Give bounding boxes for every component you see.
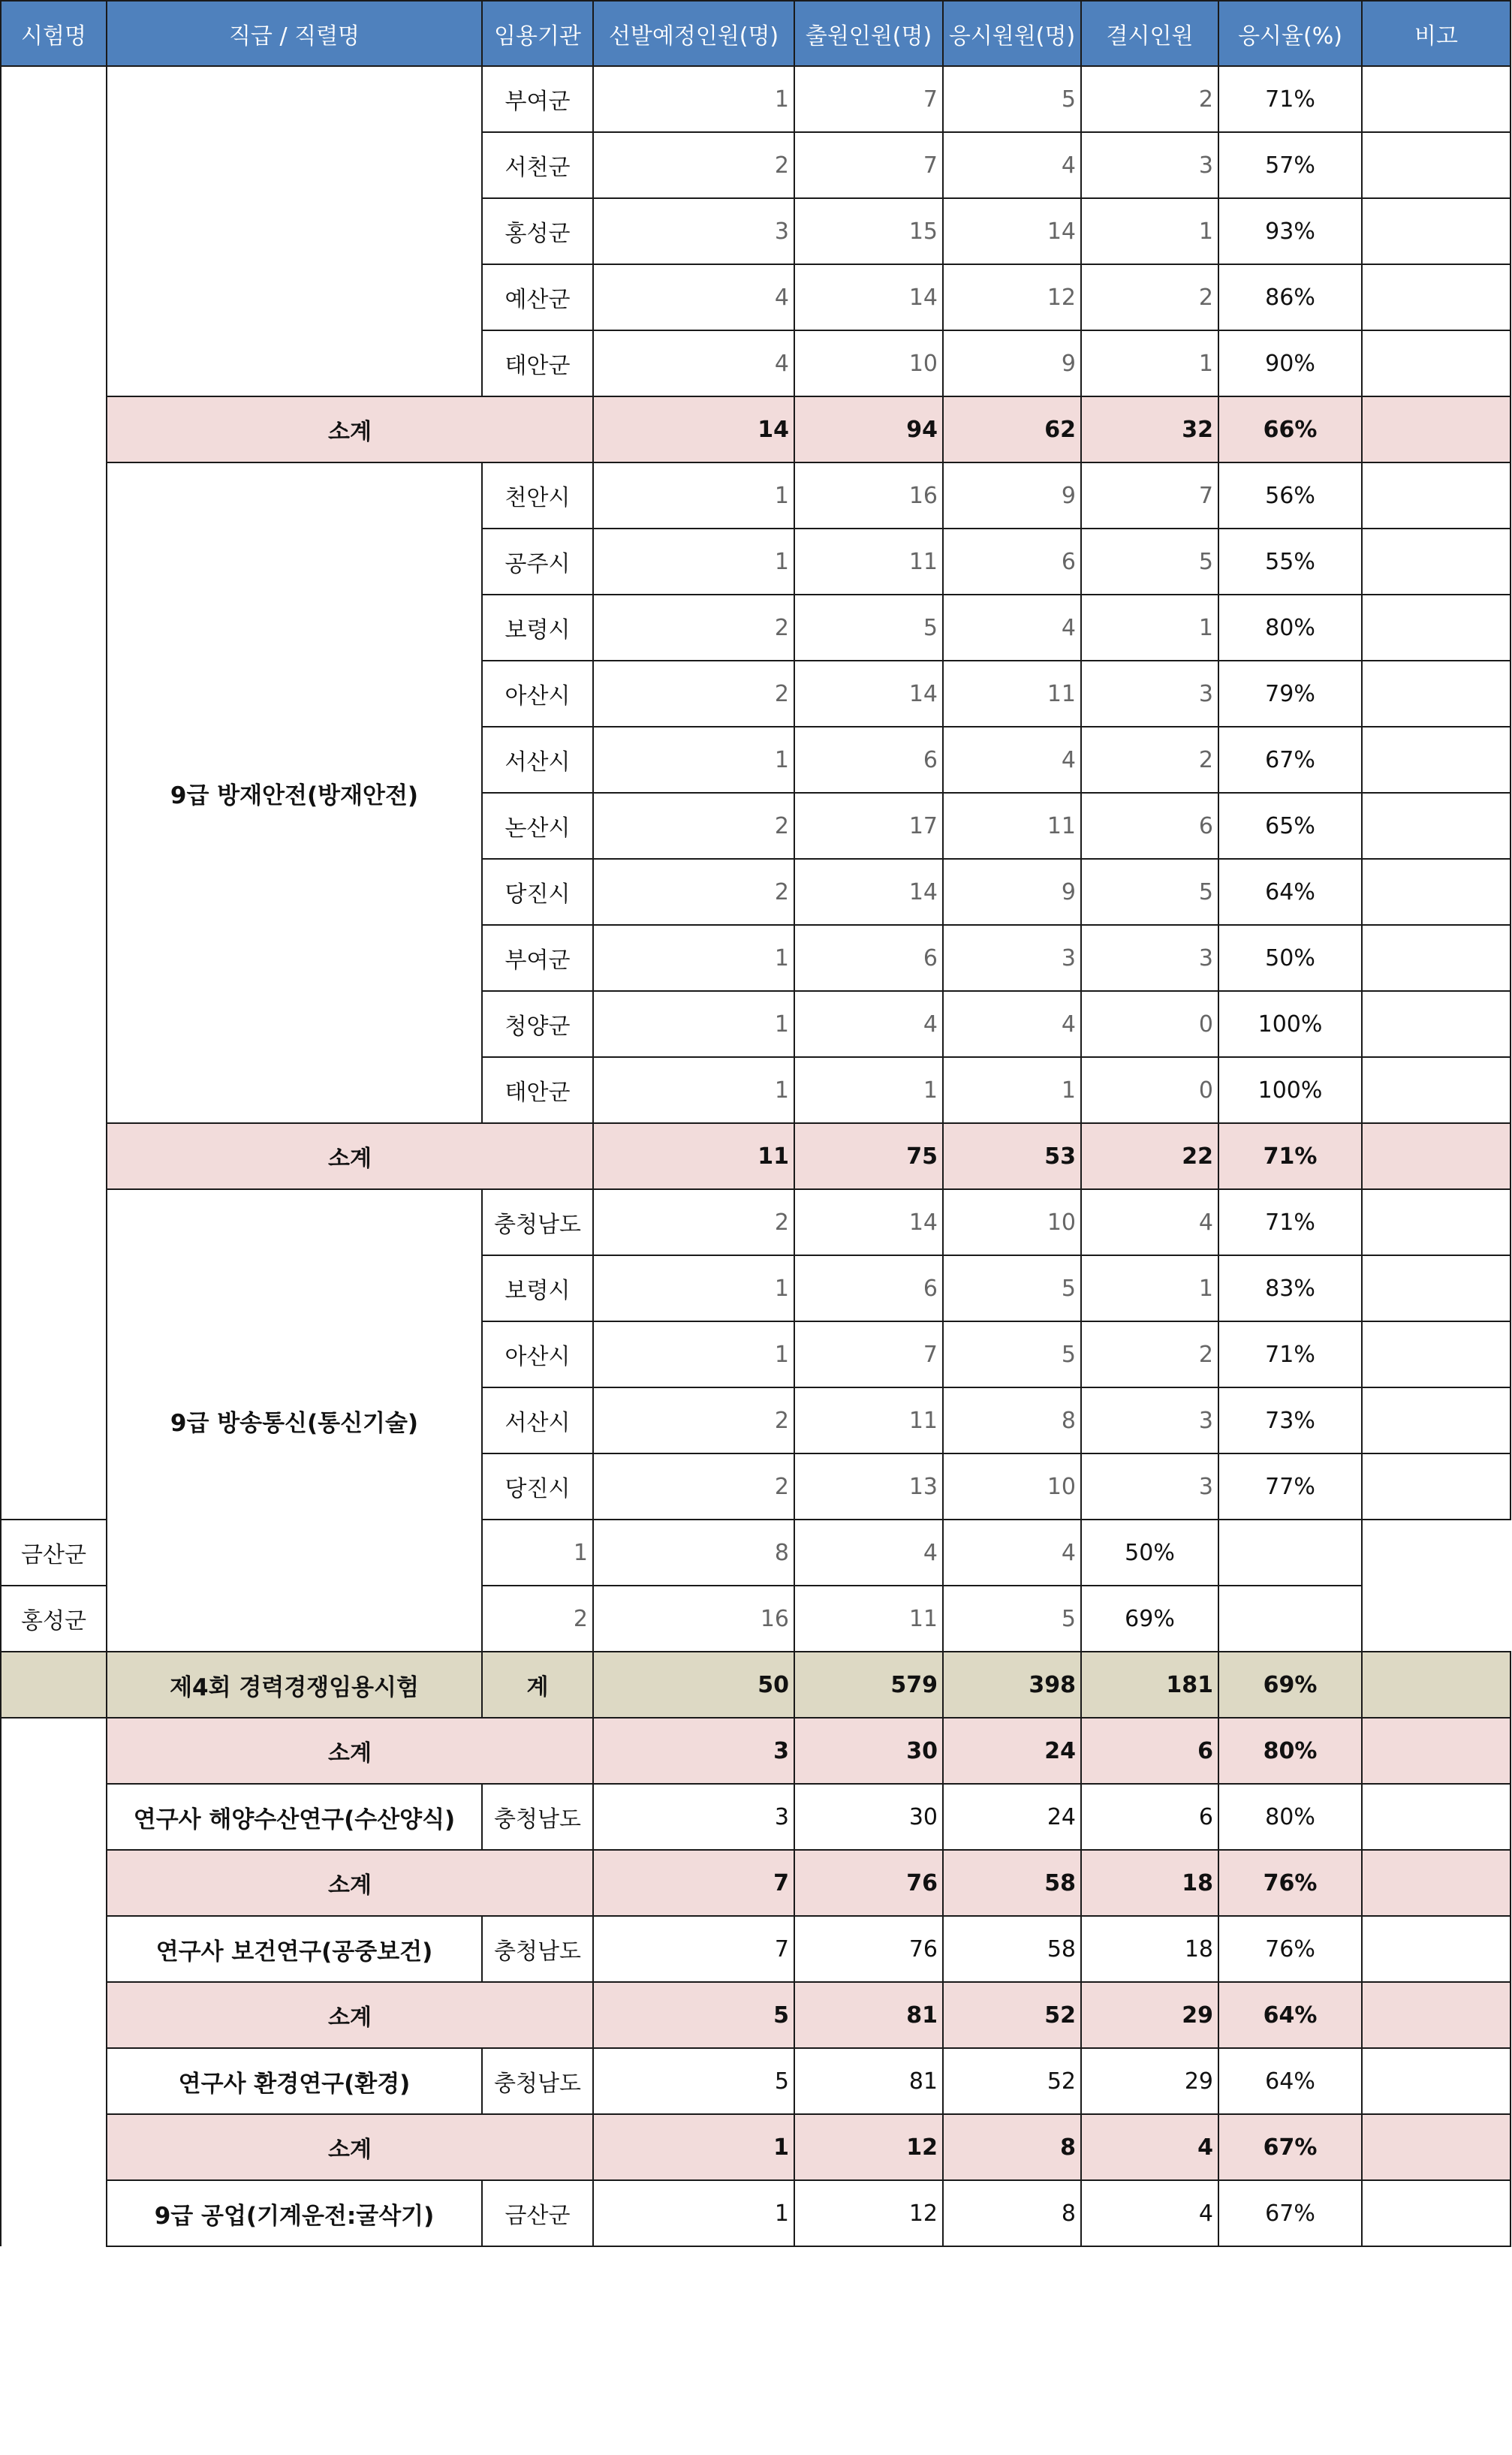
- examinees-cell: 58: [943, 1916, 1081, 1982]
- absentees-cell: 3: [1081, 1453, 1218, 1520]
- rate-cell: 100%: [1218, 1057, 1362, 1123]
- planned-cell: 50: [593, 1652, 794, 1718]
- note-cell: [1362, 1718, 1510, 1784]
- planned-cell: 2: [593, 793, 794, 859]
- note-cell: [1362, 2114, 1510, 2180]
- subtotal-label: 소계: [107, 1123, 593, 1189]
- applicants-cell: 7: [794, 66, 943, 132]
- absentees-cell: 0: [1081, 991, 1218, 1057]
- rate-cell: 76%: [1218, 1916, 1362, 1982]
- table-row: [1, 1916, 1510, 1982]
- examinees-cell: 62: [943, 396, 1081, 462]
- absentees-cell: 7: [1081, 462, 1218, 529]
- planned-cell: 1: [593, 2180, 794, 2246]
- applicants-cell: 1: [794, 1057, 943, 1123]
- rate-cell: 76%: [1218, 1850, 1362, 1916]
- position-cell: [107, 66, 482, 396]
- note-cell: [1362, 1652, 1510, 1718]
- applicants-cell: 76: [794, 1916, 943, 1982]
- rate-cell: 86%: [1218, 264, 1362, 330]
- planned-cell: 4: [593, 264, 794, 330]
- examinees-cell: 12: [943, 264, 1081, 330]
- applicants-cell: 81: [794, 1982, 943, 2048]
- examinees-cell: 52: [943, 2048, 1081, 2114]
- note-cell: [1362, 727, 1510, 793]
- note-cell: [1362, 1255, 1510, 1321]
- rate-cell: 64%: [1218, 2048, 1362, 2114]
- examinees-cell: 9: [943, 330, 1081, 396]
- rate-cell: 73%: [1218, 1387, 1362, 1453]
- note-cell: [1362, 1784, 1510, 1850]
- planned-cell: 2: [593, 1453, 794, 1520]
- agency-cell: 태안군: [482, 1057, 593, 1123]
- rate-cell: 79%: [1218, 661, 1362, 727]
- header-absentees: 결시인원: [1081, 1, 1218, 66]
- rate-cell: 65%: [1218, 793, 1362, 859]
- applicants-cell: 7: [794, 132, 943, 198]
- agency-cell: 논산시: [482, 793, 593, 859]
- note-cell: [1362, 396, 1510, 462]
- note-cell: [1362, 198, 1510, 264]
- examinees-cell: 4: [943, 727, 1081, 793]
- exam-name-cell: [1, 1652, 107, 1718]
- absentees-cell: 2: [1081, 264, 1218, 330]
- note-cell: [1362, 1387, 1510, 1453]
- planned-cell: 2: [593, 595, 794, 661]
- absentees-cell: 5: [943, 1586, 1081, 1652]
- applicants-cell: 6: [794, 925, 943, 991]
- header-exam-name: 시험명: [1, 1, 107, 66]
- agency-cell: 예산군: [482, 264, 593, 330]
- absentees-cell: 0: [1081, 1057, 1218, 1123]
- absentees-cell: 1: [1081, 1255, 1218, 1321]
- agency-cell: 충청남도: [482, 1916, 593, 1982]
- agency-cell: 홍성군: [1, 1586, 107, 1652]
- examinees-cell: 53: [943, 1123, 1081, 1189]
- planned-cell: 3: [593, 1784, 794, 1850]
- agency-cell: 당진시: [482, 859, 593, 925]
- examinees-cell: 4: [794, 1520, 943, 1586]
- planned-cell: 11: [593, 1123, 794, 1189]
- agency-cell: 충청남도: [482, 1189, 593, 1255]
- examinees-cell: 24: [943, 1784, 1081, 1850]
- note-cell: [1362, 595, 1510, 661]
- absentees-cell: 3: [1081, 925, 1218, 991]
- applicants-cell: 14: [794, 661, 943, 727]
- absentees-cell: 4: [1081, 2180, 1218, 2246]
- agency-cell: 서산시: [482, 1387, 593, 1453]
- planned-cell: 5: [593, 2048, 794, 2114]
- examinees-cell: 11: [794, 1586, 943, 1652]
- agency-cell: 금산군: [482, 2180, 593, 2246]
- planned-cell: 1: [482, 1520, 593, 1586]
- agency-cell: 보령시: [482, 595, 593, 661]
- exam-title: 제4회 경력경쟁임용시험: [107, 1652, 482, 1718]
- absentees-cell: 32: [1081, 396, 1218, 462]
- subtotal-row: [1, 1850, 1510, 1916]
- absentees-cell: 3: [1081, 132, 1218, 198]
- examinees-cell: 11: [943, 661, 1081, 727]
- agency-cell: 태안군: [482, 330, 593, 396]
- header-planned: 선발예정인원(명): [593, 1, 794, 66]
- note-cell: [1362, 859, 1510, 925]
- planned-cell: 1: [593, 1057, 794, 1123]
- absentees-cell: 1: [1081, 198, 1218, 264]
- absentees-cell: 6: [1081, 1718, 1218, 1784]
- planned-cell: 1: [593, 1255, 794, 1321]
- absentees-cell: 181: [1081, 1652, 1218, 1718]
- planned-cell: 2: [593, 1189, 794, 1255]
- examinees-cell: 3: [943, 925, 1081, 991]
- header-note: 비고: [1362, 1, 1510, 66]
- note-cell: [1362, 991, 1510, 1057]
- applicants-cell: 579: [794, 1652, 943, 1718]
- absentees-cell: 2: [1081, 66, 1218, 132]
- note-cell: [1362, 1189, 1510, 1255]
- absentees-cell: 4: [1081, 2114, 1218, 2180]
- applicants-cell: 16: [593, 1586, 794, 1652]
- table-row: [1, 1784, 1510, 1850]
- note-cell: [1362, 793, 1510, 859]
- rate-cell: 67%: [1218, 2114, 1362, 2180]
- applicants-cell: 11: [794, 529, 943, 595]
- note-cell: [1218, 1586, 1362, 1652]
- examinees-cell: 8: [943, 1387, 1081, 1453]
- rate-cell: 93%: [1218, 198, 1362, 264]
- examinees-cell: 8: [943, 2114, 1081, 2180]
- absentees-cell: 1: [1081, 595, 1218, 661]
- absentees-cell: 4: [943, 1520, 1081, 1586]
- agency-cell: 공주시: [482, 529, 593, 595]
- applicants-cell: 10: [794, 330, 943, 396]
- agency-cell: 보령시: [482, 1255, 593, 1321]
- applicants-cell: 6: [794, 1255, 943, 1321]
- absentees-cell: 5: [1081, 859, 1218, 925]
- note-cell: [1362, 1916, 1510, 1982]
- planned-cell: 1: [593, 1321, 794, 1387]
- subtotal-label: 소계: [107, 396, 593, 462]
- absentees-cell: 5: [1081, 529, 1218, 595]
- header-position: 직급 / 직렬명: [107, 1, 482, 66]
- note-cell: [1362, 1321, 1510, 1387]
- applicants-cell: 75: [794, 1123, 943, 1189]
- total-label: 계: [482, 1652, 593, 1718]
- table-row: [1, 2180, 1510, 2246]
- table-row: [1, 66, 1510, 132]
- agency-cell: 청양군: [482, 991, 593, 1057]
- agency-cell: 서천군: [482, 132, 593, 198]
- applicants-cell: 17: [794, 793, 943, 859]
- examinees-cell: 10: [943, 1189, 1081, 1255]
- absentees-cell: 6: [1081, 1784, 1218, 1850]
- subtotal-label: 소계: [107, 1850, 593, 1916]
- rate-cell: 64%: [1218, 859, 1362, 925]
- rate-cell: 80%: [1218, 595, 1362, 661]
- rate-cell: 71%: [1218, 1321, 1362, 1387]
- absentees-cell: 22: [1081, 1123, 1218, 1189]
- absentees-cell: 3: [1081, 1387, 1218, 1453]
- examinees-cell: 4: [943, 132, 1081, 198]
- note-cell: [1362, 1982, 1510, 2048]
- note-cell: [1362, 925, 1510, 991]
- subtotal-row: [1, 396, 1510, 462]
- planned-cell: 3: [593, 1718, 794, 1784]
- total-row: [1, 1652, 1510, 1718]
- planned-cell: 1: [593, 462, 794, 529]
- planned-cell: 5: [593, 1982, 794, 2048]
- note-cell: [1362, 661, 1510, 727]
- header-applicants: 출원인원(명): [794, 1, 943, 66]
- examinees-cell: 10: [943, 1453, 1081, 1520]
- absentees-cell: 18: [1081, 1916, 1218, 1982]
- planned-cell: 1: [593, 727, 794, 793]
- applicants-cell: 16: [794, 462, 943, 529]
- absentees-cell: 6: [1081, 793, 1218, 859]
- examinees-cell: 9: [943, 462, 1081, 529]
- subtotal-label: 소계: [107, 1718, 593, 1784]
- applicants-cell: 4: [794, 991, 943, 1057]
- subtotal-row: [1, 2114, 1510, 2180]
- rate-cell: 64%: [1218, 1982, 1362, 2048]
- rate-cell: 66%: [1218, 396, 1362, 462]
- subtotal-row: [1, 1123, 1510, 1189]
- applicants-cell: 15: [794, 198, 943, 264]
- header-agency: 임용기관: [482, 1, 593, 66]
- rate-cell: 83%: [1218, 1255, 1362, 1321]
- absentees-cell: 29: [1081, 1982, 1218, 2048]
- examinees-cell: 8: [943, 2180, 1081, 2246]
- note-cell: [1362, 1057, 1510, 1123]
- subtotal-label: 소계: [107, 2114, 593, 2180]
- examinees-cell: 14: [943, 198, 1081, 264]
- planned-cell: 1: [593, 2114, 794, 2180]
- examinees-cell: 5: [943, 1321, 1081, 1387]
- examinees-cell: 58: [943, 1850, 1081, 1916]
- applicants-cell: 8: [593, 1520, 794, 1586]
- planned-cell: 4: [593, 330, 794, 396]
- planned-cell: 2: [593, 1387, 794, 1453]
- planned-cell: 2: [593, 859, 794, 925]
- agency-cell: 천안시: [482, 462, 593, 529]
- examinees-cell: 4: [943, 595, 1081, 661]
- position-title: 9급 방재안전(방재안전): [107, 462, 482, 1123]
- planned-cell: 1: [593, 925, 794, 991]
- subtotal-row: [1, 1718, 1510, 1784]
- examinees-cell: 4: [943, 991, 1081, 1057]
- position-title: 연구사 보건연구(공중보건): [107, 1916, 482, 1982]
- applicants-cell: 30: [794, 1718, 943, 1784]
- absentees-cell: 2: [1081, 1321, 1218, 1387]
- note-cell: [1362, 330, 1510, 396]
- applicants-cell: 7: [794, 1321, 943, 1387]
- table-row: [1, 2048, 1510, 2114]
- applicants-cell: 6: [794, 727, 943, 793]
- note-cell: [1362, 66, 1510, 132]
- absentees-cell: 2: [1081, 727, 1218, 793]
- absentees-cell: 3: [1081, 661, 1218, 727]
- agency-cell: 부여군: [482, 925, 593, 991]
- examinees-cell: 1: [943, 1057, 1081, 1123]
- examinees-cell: 5: [943, 66, 1081, 132]
- agency-cell: 서산시: [482, 727, 593, 793]
- position-title: 9급 공업(기계운전:굴삭기): [107, 2180, 482, 2246]
- applicants-cell: 14: [794, 1189, 943, 1255]
- rate-cell: 57%: [1218, 132, 1362, 198]
- header-rate: 응시율(%): [1218, 1, 1362, 66]
- applicants-cell: 30: [794, 1784, 943, 1850]
- planned-cell: 14: [593, 396, 794, 462]
- planned-cell: 3: [593, 198, 794, 264]
- planned-cell: 7: [593, 1916, 794, 1982]
- agency-cell: 아산시: [482, 661, 593, 727]
- applicants-cell: 76: [794, 1850, 943, 1916]
- rate-cell: 67%: [1218, 2180, 1362, 2246]
- note-cell: [1362, 1850, 1510, 1916]
- examinees-cell: 11: [943, 793, 1081, 859]
- note-cell: [1362, 1123, 1510, 1189]
- rate-cell: 50%: [1218, 925, 1362, 991]
- header-row: [1, 1, 1510, 66]
- note-cell: [1362, 2048, 1510, 2114]
- absentees-cell: 4: [1081, 1189, 1218, 1255]
- agency-cell: 충청남도: [482, 1784, 593, 1850]
- note-cell: [1362, 529, 1510, 595]
- rate-cell: 55%: [1218, 529, 1362, 595]
- note-cell: [1218, 1520, 1362, 1586]
- agency-cell: 금산군: [1, 1520, 107, 1586]
- absentees-cell: 18: [1081, 1850, 1218, 1916]
- exam-name-cell: [1, 66, 107, 1520]
- rate-cell: 77%: [1218, 1453, 1362, 1520]
- agency-cell: 당진시: [482, 1453, 593, 1520]
- rate-cell: 80%: [1218, 1718, 1362, 1784]
- note-cell: [1362, 462, 1510, 529]
- table-row: [1, 1189, 1510, 1255]
- subtotal-row: [1, 1982, 1510, 2048]
- note-cell: [1362, 1453, 1510, 1520]
- applicants-cell: 12: [794, 2180, 943, 2246]
- applicants-cell: 5: [794, 595, 943, 661]
- examinees-cell: 398: [943, 1652, 1081, 1718]
- planned-cell: 1: [593, 991, 794, 1057]
- applicants-cell: 13: [794, 1453, 943, 1520]
- rate-cell: 56%: [1218, 462, 1362, 529]
- rate-cell: 90%: [1218, 330, 1362, 396]
- rate-cell: 71%: [1218, 66, 1362, 132]
- rate-cell: 71%: [1218, 1123, 1362, 1189]
- examinees-cell: 24: [943, 1718, 1081, 1784]
- examinees-cell: 5: [943, 1255, 1081, 1321]
- rate-cell: 80%: [1218, 1784, 1362, 1850]
- examinees-cell: 9: [943, 859, 1081, 925]
- rate-cell: 69%: [1081, 1586, 1218, 1652]
- agency-cell: 충청남도: [482, 2048, 593, 2114]
- note-cell: [1362, 264, 1510, 330]
- examinees-cell: 52: [943, 1982, 1081, 2048]
- rate-cell: 50%: [1081, 1520, 1218, 1586]
- planned-cell: 1: [593, 529, 794, 595]
- planned-cell: 2: [593, 661, 794, 727]
- applicants-cell: 14: [794, 859, 943, 925]
- planned-cell: 2: [593, 132, 794, 198]
- planned-cell: 1: [593, 66, 794, 132]
- applicants-cell: 14: [794, 264, 943, 330]
- planned-cell: 7: [593, 1850, 794, 1916]
- rate-cell: 71%: [1218, 1189, 1362, 1255]
- rate-cell: 69%: [1218, 1652, 1362, 1718]
- table-row: [1, 462, 1510, 529]
- subtotal-label: 소계: [107, 1982, 593, 2048]
- applicants-cell: 94: [794, 396, 943, 462]
- agency-cell: 아산시: [482, 1321, 593, 1387]
- examinees-cell: 6: [943, 529, 1081, 595]
- applicants-cell: 81: [794, 2048, 943, 2114]
- exam-name-cell: [1, 1718, 107, 2246]
- applicants-cell: 12: [794, 2114, 943, 2180]
- note-cell: [1362, 132, 1510, 198]
- absentees-cell: 29: [1081, 2048, 1218, 2114]
- position-title: 연구사 해양수산연구(수산양식): [107, 1784, 482, 1850]
- header-examinees: 응시원원(명): [943, 1, 1081, 66]
- position-title: 연구사 환경연구(환경): [107, 2048, 482, 2114]
- rate-cell: 100%: [1218, 991, 1362, 1057]
- applicants-cell: 11: [794, 1387, 943, 1453]
- position-title: 9급 방송통신(통신기술): [107, 1189, 482, 1652]
- absentees-cell: 1: [1081, 330, 1218, 396]
- note-cell: [1362, 2180, 1510, 2246]
- agency-cell: 홍성군: [482, 198, 593, 264]
- planned-cell: 2: [482, 1586, 593, 1652]
- rate-cell: 67%: [1218, 727, 1362, 793]
- agency-cell: 부여군: [482, 66, 593, 132]
